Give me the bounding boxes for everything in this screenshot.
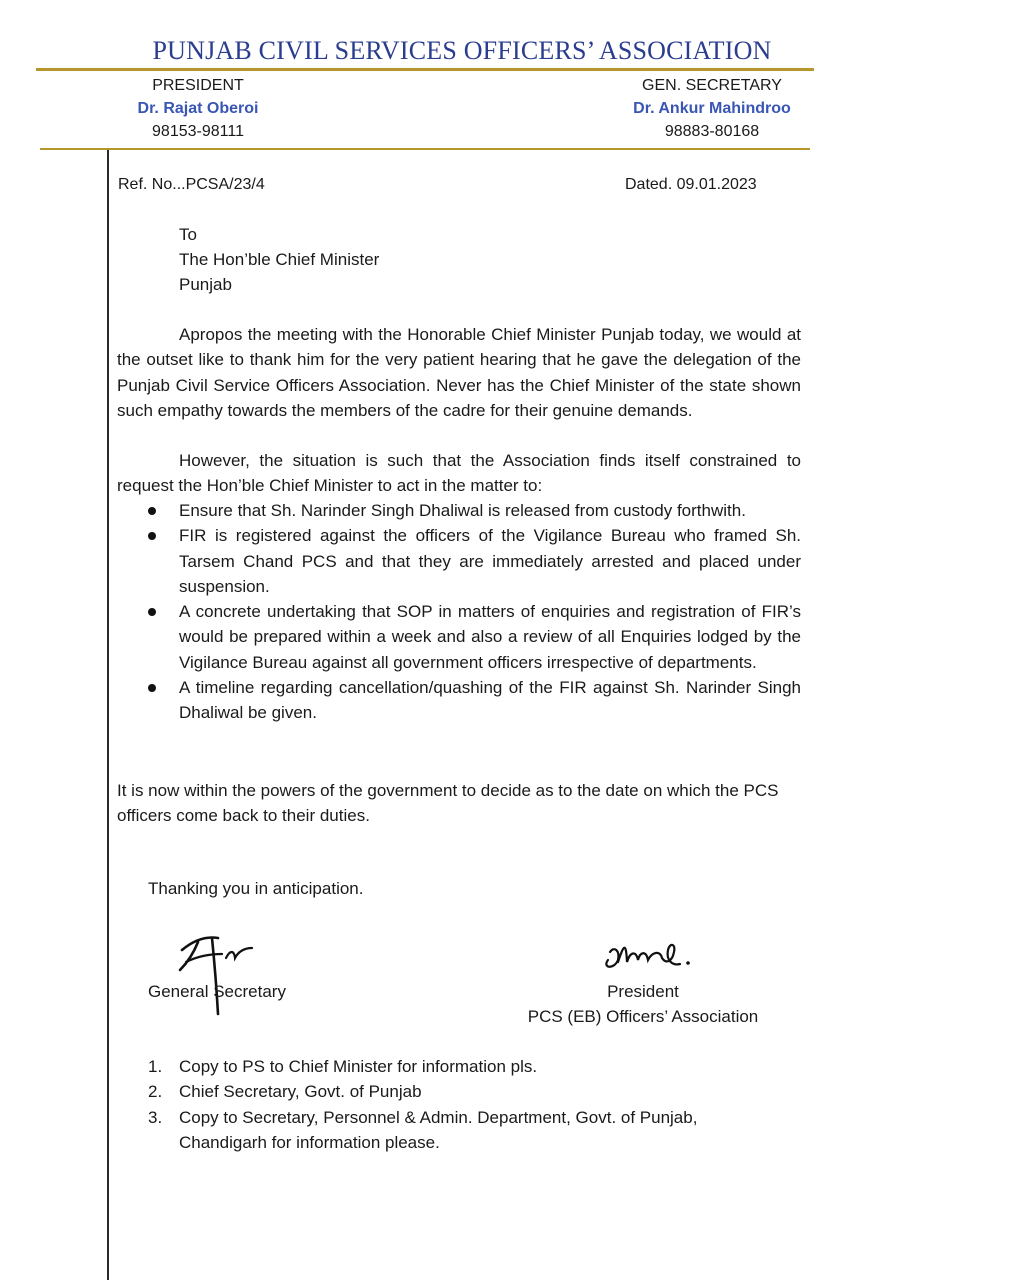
copy-to-list — [148, 1054, 788, 1155]
president-phone: 98153-98111 — [152, 123, 244, 140]
copy-number: 2. — [148, 1082, 163, 1102]
secretary-block — [612, 74, 812, 143]
demand-item — [117, 498, 801, 523]
demand-text: A concrete undertaking that SOP in matters of enquiries and registration of FIR’s would be prepared within a week and also a review of all Enquiries lodged by the Vigilance Bureau against all government officers irrespective of departments. — [179, 602, 801, 672]
president-role: PRESIDENT — [152, 77, 244, 94]
copy-item — [148, 1105, 788, 1156]
demand-item — [117, 675, 801, 726]
copy-number: 3. — [148, 1107, 163, 1127]
demands-list — [117, 498, 801, 726]
secretary-name: Dr. Ankur Mahindroo — [633, 100, 791, 117]
paragraph-request: However, the situation is such that the Association finds itself constrained to request the Hon’ble Chief Minister to act in the matter to: — [117, 451, 801, 496]
reference-number: Ref. No...PCSA/23/4 — [118, 176, 265, 193]
demand-text: FIR is registered against the officers of the Vigilance Bureau who framed Sh. Tarsem Chand PCS and that they are immediately arrested and placed under suspension. — [179, 526, 801, 596]
general-secretary-label: General Secretary — [148, 982, 286, 1001]
addressee-block — [179, 222, 379, 297]
bullet-icon — [148, 684, 156, 692]
secretary-phone: 98883-80168 — [664, 123, 760, 140]
copy-text: Copy to Secretary, Personnel & Admin. Department, Govt. of Punjab, Chandigarh for information please. — [179, 1107, 698, 1152]
secretary-role: GEN. SECRETARY — [642, 77, 782, 94]
letter-date: Dated. 09.01.2023 — [625, 176, 757, 193]
president-name: Dr. Rajat Oberoi — [137, 100, 259, 117]
demand-text: Ensure that Sh. Narinder Singh Dhaliwal is released from custody forthwith. — [179, 501, 746, 520]
president-block — [120, 74, 276, 143]
addressee-line: To — [179, 225, 197, 244]
bullet-icon — [148, 507, 156, 515]
demand-item — [117, 599, 801, 675]
president-signer-org: PCS (EB) Officers’ Association — [527, 1007, 759, 1026]
copy-text: Copy to PS to Chief Minister for information pls. — [179, 1057, 538, 1076]
bullet-icon — [148, 608, 156, 616]
letterhead-bottom-rule — [40, 148, 810, 150]
demand-text: A timeline regarding cancellation/quashing of the FIR against Sh. Narinder Singh Dhaliwal be given. — [179, 678, 801, 723]
demand-item — [117, 523, 801, 599]
copy-text: Chief Secretary, Govt. of Punjab — [179, 1082, 422, 1102]
paragraph-conclusion: It is now within the powers of the government to decide as to the date on which the PCS officers come back to their duties. — [117, 781, 779, 826]
president-signature — [600, 934, 700, 978]
addressee-line: The Hon’ble Chief Minister — [179, 250, 380, 269]
copy-item — [148, 1079, 788, 1104]
copy-number: 1. — [148, 1057, 163, 1076]
president-signer-block — [510, 979, 776, 1029]
margin-rule — [107, 150, 109, 1280]
letterhead-title: PUNJAB CIVIL SERVICES OFFICERS’ ASSOCIATION — [152, 36, 772, 65]
president-signer-title: President — [607, 982, 679, 1001]
addressee-line: Punjab — [179, 275, 232, 294]
copy-item — [148, 1054, 788, 1079]
bullet-icon — [148, 532, 156, 540]
letterhead-top-rule — [36, 68, 814, 71]
paragraph-intro: Apropos the meeting with the Honorable Chief Minister Punjab today, we would at the outset like to thank him for the very patient hearing that he gave the delegation of the Punjab Civil Service Officers Association. Never has the Chief Minister of the state shown such empathy towards the members of the cadre for their genuine demands. — [117, 325, 801, 420]
closing-line: Thanking you in anticipation. — [148, 879, 364, 898]
